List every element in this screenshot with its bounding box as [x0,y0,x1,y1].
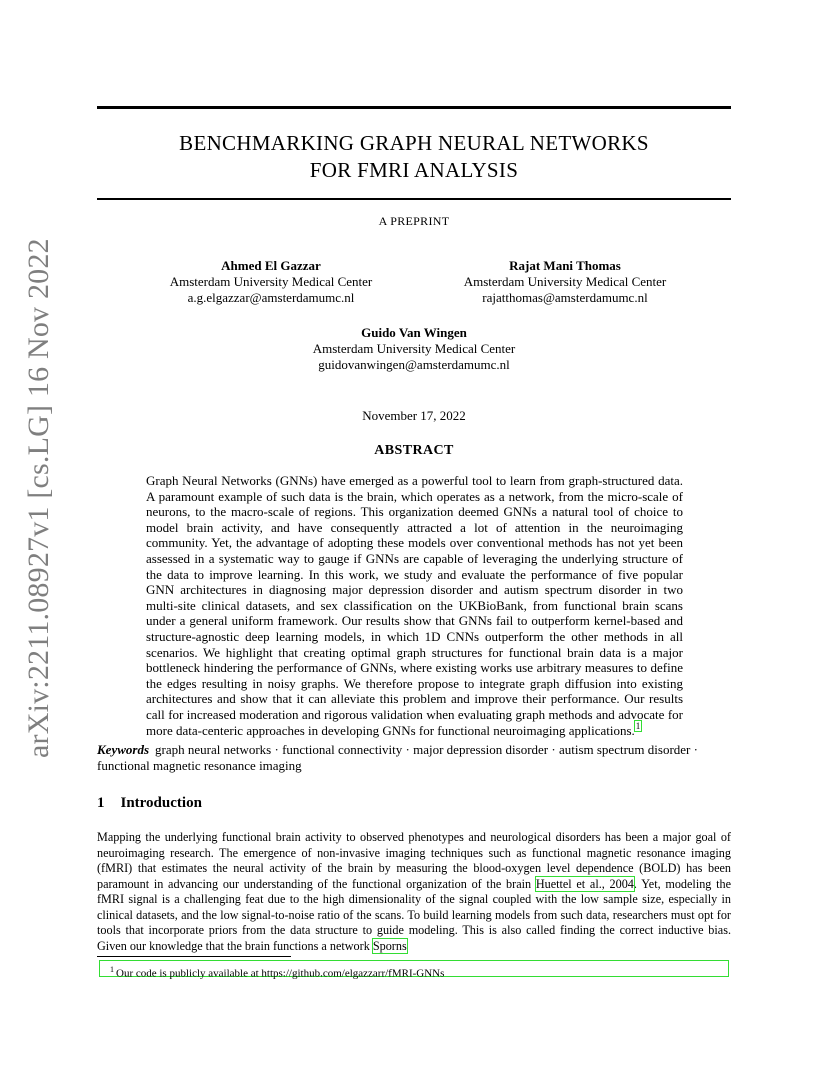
intro-text-part-1: Mapping the underlying functional brain activity to observed phenotypes and neurological disorders has been a major goal of neuroimaging research. The emergence of non-invasive imaging techniques such as functional magnetic resonance imaging (fMRI) that estimates the neural activity of the brain by measuring the blood-oxygen level dependence (BOLD) has been paramount in advancing our understanding of the functional organization of the brain [97,830,731,891]
abstract-text: Graph Neural Networks (GNNs) have emerged as a powerful tool to learn from graph-structured data. A paramount example of such data is the brain, which operates as a network, from the micro-scale of neurons, to the macro-scale of regions. This organization deemed GNNs a natural tool of choice to model brain activity, and have consequently attracted a lot of attention in the neuroimaging community. Yet, the advantage of adopting these models over conventional methods has not yet been assessed in a systematic way to gauge if GNNs are capable of leveraging the underlying structure of the data to improve learning. In this work, we study and evaluate the performance of five popular GNN architectures in diagnosing major depression disorder and autism spectrum disorder in two multi-site clinical datasets, and sex classification on the UKBioBank, from functional brain scans under a general uniform framework. Our results show that GNNs fail to outperform kernel-based and structure-agnostic deep learning models, in which 1D CNNs outperform the other methods in all scenarios. We highlight that creating optimal graph structures for functional brain data is a major bottleneck hindering the performance of GNNs, where existing works use arbitrary measures to define the edges resulting in noisy graphs. We therefore propose to integrate graph diffusion into existing architectures and show that it can alleviate this problem and improve their performance. Our results call for increased moderation and rigorous validation when evaluating graph methods and advocate for more data-centeric approaches in developing GNNs for functional neuroimaging applications. [146,473,683,738]
author-block-1 [150,258,392,306]
author-block-3 [290,325,538,373]
author-name: Rajat Mani Thomas [509,258,621,273]
footnote-text: Our code is publicly available at https://github.com/elgazzarr/fMRI-GNNs [116,967,445,980]
author-name: Ahmed El Gazzar [221,258,321,273]
footnote-mark: 1 [110,965,114,974]
paper-title-line-2: FOR FMRI ANALYSIS [309,158,519,182]
introduction-body [97,830,731,954]
citation-link-sporns[interactable]: Sporns [372,938,407,953]
author-affiliation: Amsterdam University Medical Center [463,274,667,289]
author-affiliation: Amsterdam University Medical Center [169,274,373,289]
author-email: a.g.elgazzar@amsterdamumc.nl [187,290,355,305]
title-bottom-rule [97,198,731,200]
publication-date: November 17, 2022 [362,408,466,423]
author-email: rajatthomas@amsterdamumc.nl [482,290,648,305]
footnote-link[interactable]: 1 [635,721,641,732]
section-title: Introduction [120,795,202,811]
title-top-rule [97,106,731,109]
keywords-text: graph neural networks · functional connectivity · major depression disorder · autism spectrum disorder · functional magnetic resonance imaging [97,742,698,773]
author-affiliation: Amsterdam University Medical Center [312,341,516,356]
footnote-rule [97,956,291,957]
arxiv-identifier-stamp: arXiv:2211.08927v1 [cs.LG] 16 Nov 2022 [22,238,55,758]
section-number: 1 [97,795,105,811]
abstract-heading: ABSTRACT [374,443,454,458]
paper-title [97,130,731,184]
section-heading [97,795,202,812]
keywords [97,742,731,774]
author-email: guidovanwingen@amsterdamumc.nl [318,357,510,372]
author-name: Guido Van Wingen [361,325,467,340]
abstract-body [146,473,683,738]
keywords-label: Keywords [97,742,149,757]
author-block-2 [440,258,690,306]
citation-link-huettel[interactable]: Huettel et al., 2004 [535,876,634,891]
paper-title-line-1: BENCHMARKING GRAPH NEURAL NETWORKS [179,131,649,155]
intro-text-part-2: . Yet, modeling the fMRI signal is a challenging feat due to the high dimensionality of the signal coupled with the low sample size, especially in clinical datasets, and the low signal-to-noise ratio of the scans. To build learning models from such data, researchers must opt for tools that incorporate priors from the data structure to guide modeling. This is also called finding the correct inductive bias. Given our knowledge that the brain functions a network [97,876,731,953]
footnote[interactable] [99,960,729,980]
preprint-label: A PREPRINT [378,214,450,228]
